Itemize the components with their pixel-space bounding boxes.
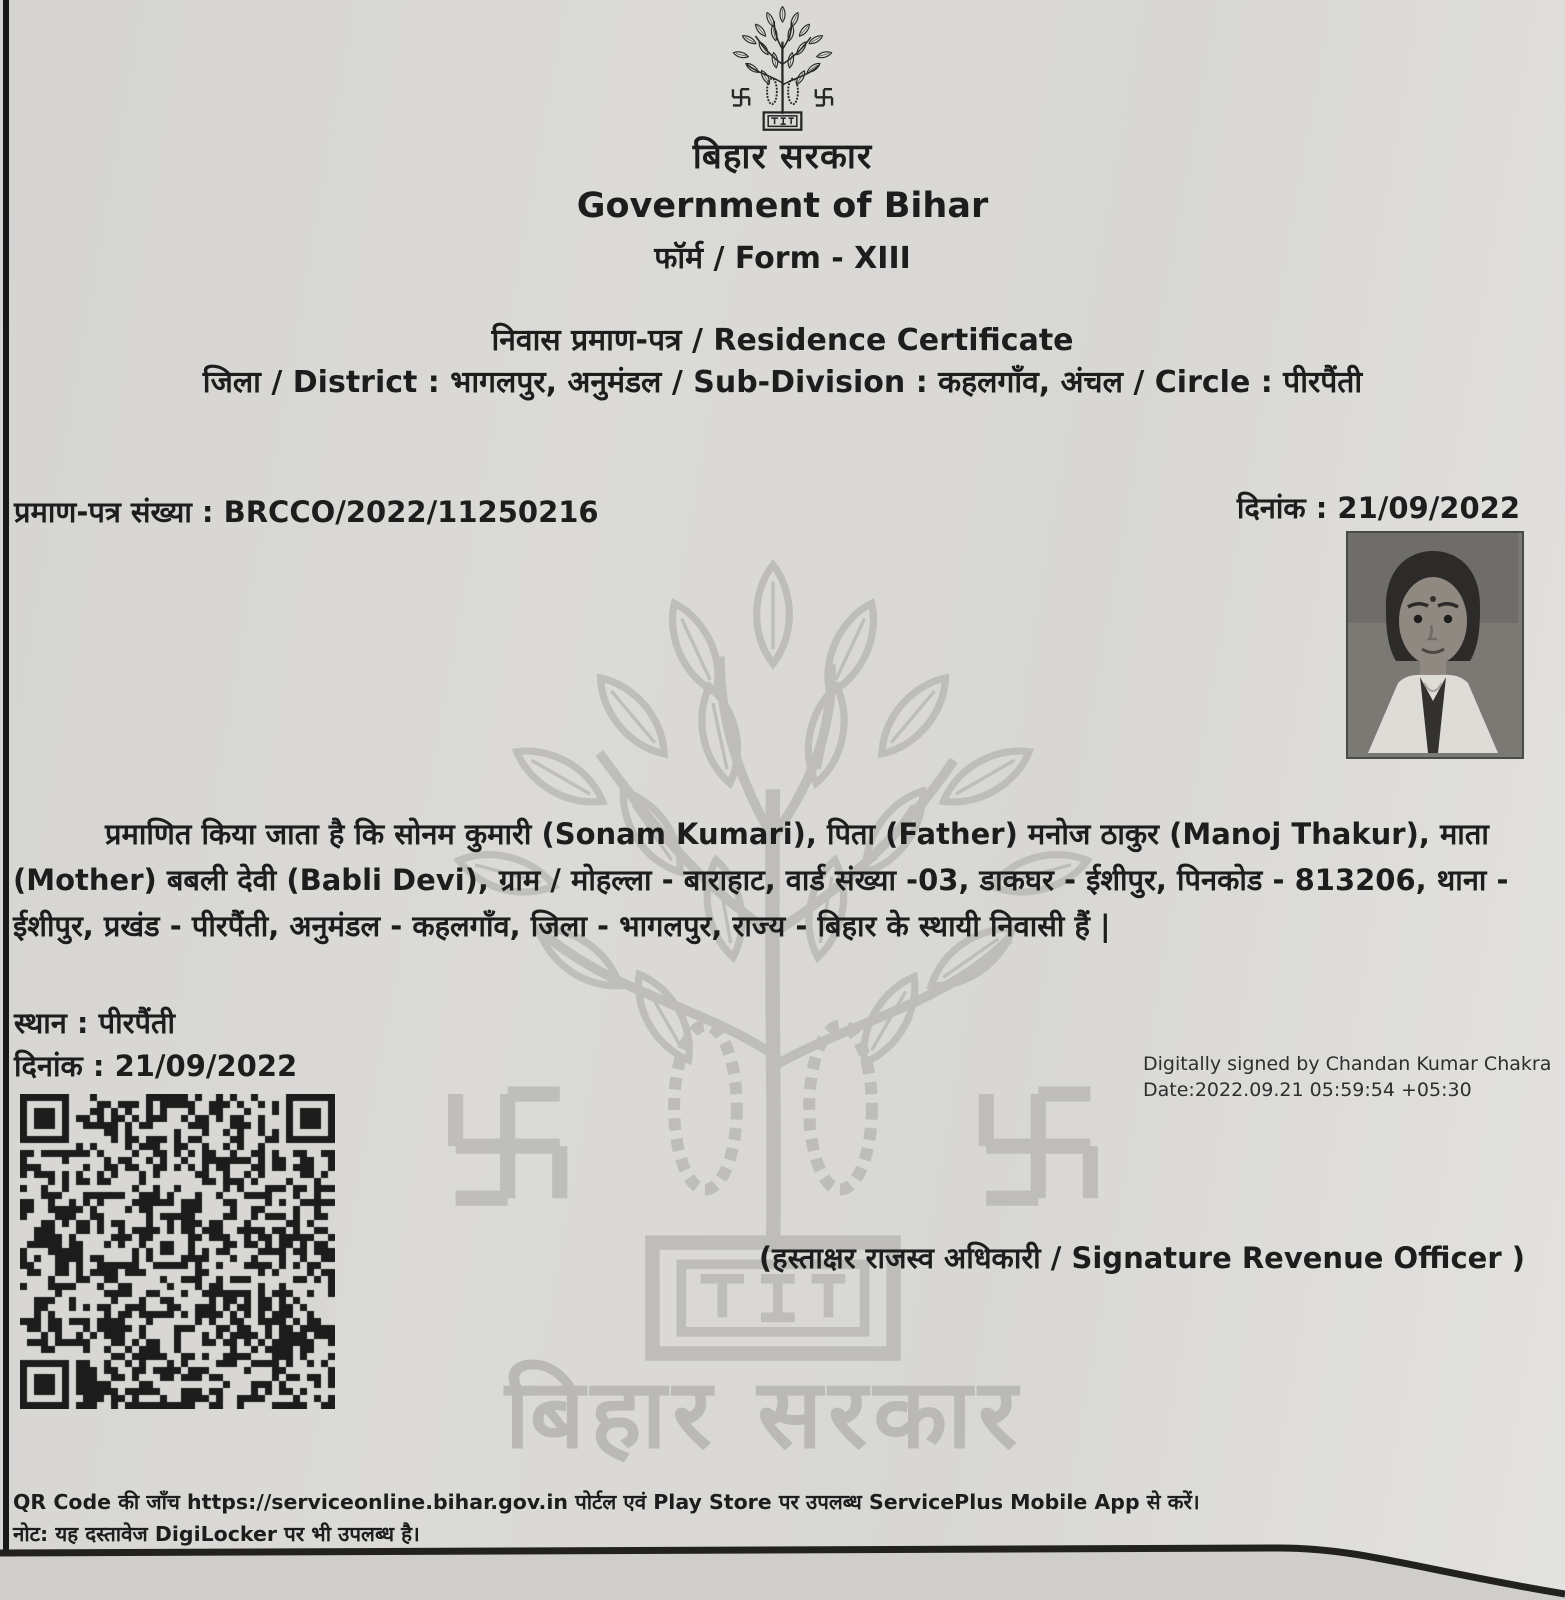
issue-date-top: दिनांक : 21/09/2022 (1236, 491, 1520, 525)
applicant-photo (1346, 531, 1524, 759)
footer-digilocker-note: नोट: यह दस्तावेज DigiLocker पर भी उपलब्ध है। (13, 1522, 420, 1546)
certificate-number: प्रमाण-पत्र संख्या : BRCCO/2022/11250216 (14, 495, 599, 529)
footer-qr-verification-note: QR Code की जाँच https://serviceonline.bihar.gov.in पोर्टल एवं Play Store पर उपलब्ध ServicePlus Mobile App से करें। (13, 1490, 1200, 1514)
watermark-text: बिहार सरकार (505, 1358, 1024, 1470)
digital-signature-line1: Digitally signed by Chandan Kumar Chakra (1143, 1053, 1552, 1075)
org-name-hindi: बिहार सरकार (692, 137, 873, 177)
bihar-emblem-icon (0, 4, 1565, 136)
issue-place: स्थान : पीरपैंती (14, 1006, 175, 1040)
revenue-officer-signature-line: (हस्ताक्षर राजस्व अधिकारी / Signature Revenue Officer ) (758, 1241, 1525, 1275)
issue-date-bottom: दिनांक : 21/09/2022 (14, 1049, 298, 1083)
certificate-body-paragraph: प्रमाणित किया जाता है कि सोनम कुमारी (Sonam Kumari), पिता (Father) मनोज ठाकुर (Manoj Thakur), माता (Mother) बबली देवी (Babli Devi), ग्राम / मोहल्ला - बाराहाट, वार्ड संख्या -03, डाकघर - ईशीपुर, पिनकोड - 813206, थाना - ईशीपुर, प्रखंड - पीरपैंती, अनुमंडल - कहलगाँव, जिला - भागलपुर, राज्य - बिहार के स्थायी निवासी हैं | (13, 817, 1509, 943)
district-subdivision-circle-line: जिला / District : भागलपुर, अनुमंडल / Sub-Division : कहलगाँव, अंचल / Circle : पीरपैंती (202, 365, 1363, 400)
org-name-english: Government of Bihar (576, 186, 989, 226)
scan-left-edge (3, 0, 9, 1558)
digital-signature-line2: Date:2022.09.21 05:59:54 +05:30 (1143, 1078, 1472, 1101)
form-number: फॉर्म / Form - XIII (654, 241, 911, 276)
qr-code (20, 1094, 335, 1409)
certificate-title: निवास प्रमाण-पत्र / Residence Certificate (491, 323, 1074, 358)
digital-signature-block (1143, 1052, 1565, 1103)
